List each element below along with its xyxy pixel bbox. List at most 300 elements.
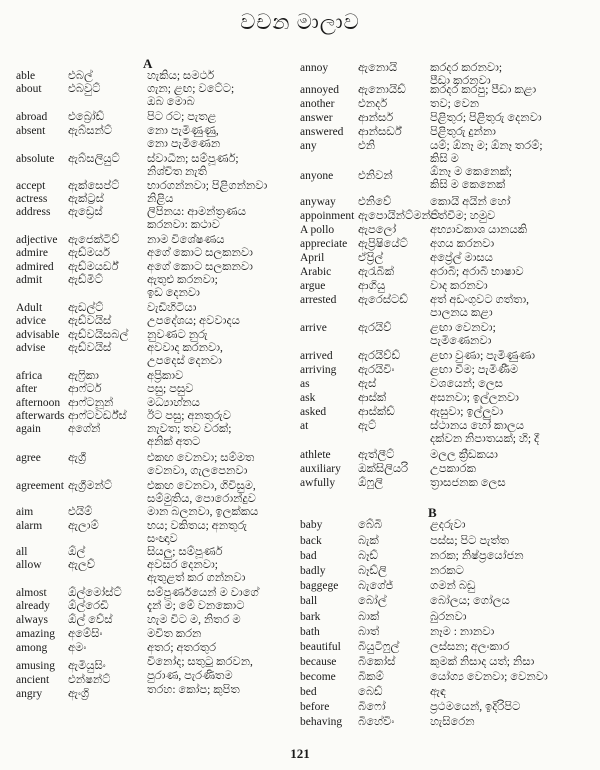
sinhala-meaning (147, 397, 200, 410)
english-word: about (16, 83, 42, 95)
sinhala-meaning (147, 180, 267, 193)
english-word: arrived (300, 350, 333, 362)
sinhala-meaning (430, 98, 479, 111)
sinhala-pronunciation: ආන්සර්ඩ් (358, 126, 402, 138)
meaning-line: නෑම : නානවා (430, 626, 495, 638)
sinhala-pronunciation: ඇනොයි (358, 62, 398, 74)
english-word: agree (16, 452, 41, 464)
sinhala-meaning (147, 247, 253, 260)
english-word: become (300, 671, 336, 683)
sinhala-pronunciation: ආෆ්ටනූන් (68, 397, 114, 409)
sinhala-meaning (430, 656, 534, 669)
english-word: ball (300, 595, 318, 607)
meaning-line: පිළිතුර; පිළිතුරු දෙනවා (430, 112, 542, 124)
meaning-line: නරකට (430, 565, 464, 577)
sinhala-meaning (430, 565, 464, 578)
meaning-line: පසු; පසුව (147, 383, 194, 395)
english-word: athlete (300, 449, 331, 461)
sinhala-meaning (147, 193, 173, 206)
sinhala-pronunciation: එනි (358, 140, 376, 152)
page-title: වචන මාලාව (240, 10, 360, 34)
english-word: ancient (16, 674, 50, 686)
english-word: advice (16, 315, 47, 327)
meaning-line: මලල ක්‍රීඩකයා (430, 449, 498, 461)
english-word: annoyed (300, 84, 339, 96)
sinhala-pronunciation: බාත් (358, 626, 380, 638)
english-word: bad (300, 550, 317, 562)
sinhala-meaning (430, 392, 519, 405)
english-word: abroad (16, 111, 48, 123)
meaning-line: ඇසුවා; ඉල්ලුවා (430, 406, 504, 418)
sinhala-meaning (430, 550, 524, 563)
english-word: A pollo (300, 224, 335, 236)
meaning-line: කරනවා: කථාව (147, 218, 220, 231)
meaning-line: භය; වකිතය; අනතුරු (147, 520, 248, 532)
sinhala-pronunciation: ඇග්‍රීමන්ට් (68, 480, 113, 492)
sinhala-meaning (147, 342, 223, 367)
meaning-line: අවසර දෙනවා; (147, 559, 218, 571)
sinhala-pronunciation: ඇරෙස්ටඩ් (358, 294, 408, 306)
english-word: behaving (300, 716, 343, 728)
sinhala-meaning (147, 559, 245, 584)
english-word: argue (300, 280, 326, 292)
english-word: baggege (300, 580, 339, 592)
sinhala-pronunciation: බෑඩ්ලි (358, 565, 387, 577)
sinhala-meaning (147, 452, 254, 477)
sinhala-meaning (147, 329, 208, 342)
english-word: allow (16, 559, 42, 571)
sinhala-meaning (430, 252, 493, 265)
sinhala-meaning (147, 614, 241, 627)
sinhala-meaning (430, 716, 475, 729)
sinhala-meaning (147, 628, 201, 641)
english-word: at (300, 420, 309, 432)
sinhala-meaning (147, 642, 216, 655)
sinhala-pronunciation: ඇඩ්වයිස් (68, 315, 112, 327)
meaning-line: නො පැමිණෙන (147, 137, 221, 150)
sinhala-pronunciation: ඇග්‍රී (68, 452, 87, 464)
meaning-line: පුරාණ, පැරණිතම (147, 670, 233, 682)
sinhala-meaning (430, 196, 510, 209)
meaning-line: ඊට පසු; අනතුරුව (147, 410, 231, 422)
meaning-line: පිට රට; පැතළ (147, 111, 217, 123)
sinhala-meaning (430, 611, 467, 624)
meaning-line: ස්ථානය හෝ කාලය (430, 420, 525, 432)
sinhala-pronunciation: ඇඩ්‍රෙස් (68, 206, 103, 218)
english-word: as (300, 378, 310, 390)
sinhala-pronunciation: බිහේවිං (358, 716, 395, 728)
english-word: all (16, 546, 28, 558)
english-word: answer (300, 112, 333, 124)
sinhala-meaning (147, 70, 214, 83)
english-word: able (16, 70, 36, 82)
english-word: already (16, 600, 50, 612)
english-word: amazing (16, 628, 55, 640)
english-word: bed (300, 686, 317, 698)
sinhala-pronunciation: බේබි (358, 519, 383, 531)
sinhala-pronunciation: එනිවේ (358, 196, 392, 208)
english-word: absent (16, 125, 46, 137)
sinhala-meaning (430, 463, 476, 476)
sinhala-pronunciation: එනිවන් (358, 170, 393, 182)
english-word: bark (300, 611, 321, 623)
meaning-line: බෝලය; ගෝලය (430, 595, 510, 607)
meaning-line: පස්ස; පිට පැත්ත (430, 535, 509, 547)
sinhala-pronunciation: එන්ෂන්ට් (68, 674, 111, 686)
sinhala-pronunciation: බැක් (358, 535, 379, 547)
english-word: appoinment (300, 210, 355, 222)
sinhala-pronunciation: ඇප්‍රිෂියේට් (358, 238, 408, 250)
sinhala-pronunciation: බාක් (358, 611, 380, 623)
meaning-line: පාලනය කළා (430, 306, 493, 319)
sinhala-pronunciation: එබල් (68, 70, 93, 82)
sinhala-meaning (430, 210, 495, 223)
sinhala-pronunciation: ඇලව් (68, 559, 96, 571)
sinhala-meaning (430, 224, 527, 237)
sinhala-pronunciation: ඇජෙක්ටිව් (68, 234, 120, 246)
meaning-line: අගේ කොට සලකනවා (147, 261, 253, 273)
sinhala-pronunciation: ඒප්‍රිල් (358, 252, 384, 264)
meaning-line: කිසි ම කෙනෙක් (430, 178, 506, 191)
meaning-line: ඇතුළත් කර ගන්නවා (147, 571, 246, 584)
meaning-line: වැඩිහිටියා (147, 302, 197, 314)
sinhala-pronunciation: ඇරයිව් (358, 322, 392, 334)
sinhala-pronunciation: බිකෝස් (358, 656, 396, 668)
sinhala-pronunciation: ඕල්මෝස්ට් (68, 587, 122, 599)
meaning-line: කරදර කරපු; පීඩා කළා (430, 84, 537, 96)
meaning-line: ළඟා වුණා; පැමිණුණා (430, 350, 536, 362)
sinhala-meaning (147, 125, 220, 150)
meaning-line: ඕනෑ ම කෙනෙක්; (430, 166, 512, 178)
sinhala-meaning (147, 670, 233, 683)
meaning-line: අප්‍රේල් මාසය (430, 252, 493, 264)
english-word: annoy (300, 62, 329, 74)
sinhala-pronunciation: ඇඩල්ට් (68, 302, 104, 314)
meaning-line: වශයෙන්; ලෙස (430, 378, 503, 390)
meaning-line: නිශ්චිත නැති (147, 165, 207, 178)
sinhala-meaning (430, 535, 509, 548)
sinhala-meaning (147, 383, 193, 396)
meaning-line: බුරනවා (430, 611, 467, 623)
meaning-line: ලිපිනය: ආමන්ත්‍රණය (147, 206, 246, 218)
sinhala-meaning (147, 684, 240, 697)
meaning-line: නුවණට නුරු (147, 329, 208, 341)
english-word: alarm (16, 520, 43, 532)
meaning-line: අවවාද කරනවා, (147, 342, 223, 354)
meaning-line: එකඟ වෙනවා; සම්මත (147, 452, 255, 464)
sinhala-pronunciation: බෙඩ් (358, 686, 383, 698)
sinhala-pronunciation: ඇරයිව්ඩ් (358, 350, 400, 362)
sinhala-meaning (430, 140, 543, 165)
meaning-line: උපදේශය; අවවාදය (147, 315, 240, 327)
english-word: April (300, 252, 325, 264)
sinhala-pronunciation: ආෆ්ටර් (68, 383, 102, 395)
english-word: another (300, 98, 335, 110)
sinhala-meaning (147, 315, 240, 328)
sinhala-pronunciation: ඇපොයින්ට්මන්ට් (358, 210, 440, 222)
sinhala-meaning (147, 234, 225, 247)
sinhala-meaning (147, 302, 196, 315)
sinhala-meaning (147, 600, 244, 613)
sinhala-meaning (430, 671, 548, 684)
meaning-line: ළදරුවා (430, 519, 466, 531)
sinhala-pronunciation: ඇස් (358, 378, 377, 390)
sinhala-meaning (430, 322, 496, 347)
sinhala-pronunciation: ඇබ්සලියුට් (68, 153, 120, 165)
english-word: agreement (16, 480, 64, 492)
english-word: admire (16, 247, 48, 259)
english-word: always (16, 614, 48, 626)
sinhala-meaning (430, 266, 524, 279)
meaning-line: ඔබ මොබ (147, 95, 195, 108)
sinhala-pronunciation: ඇනොයිඩ් (358, 84, 406, 96)
meaning-line: කුමක් නිසාද යත්; නිසා (430, 656, 535, 668)
sinhala-pronunciation: බෑඩ් (358, 550, 378, 562)
meaning-line: නැවත; තව වරක්; (147, 423, 232, 435)
english-word: any (300, 140, 317, 152)
sinhala-pronunciation: ඕල් (68, 546, 86, 558)
sinhala-pronunciation: ඇංග්‍රි (68, 688, 90, 700)
meaning-line: අනික් අතට (147, 435, 201, 448)
english-word: actress (16, 193, 48, 205)
sinhala-pronunciation: ඇමියුසිං (68, 660, 106, 672)
english-word: Arabic (300, 266, 332, 278)
sinhala-meaning (430, 126, 496, 139)
sinhala-meaning (147, 274, 218, 299)
meaning-line: ළඟා වීම; පැමිණීම (430, 364, 519, 376)
sinhala-pronunciation: ඇෆ්‍රිකා (68, 370, 99, 382)
sinhala-pronunciation: බෝල් (358, 595, 387, 607)
meaning-line: ගැන; ළඟ; වටේට; (147, 83, 235, 95)
sinhala-meaning (147, 83, 234, 108)
sinhala-meaning (430, 364, 518, 377)
english-word: Adult (16, 302, 43, 314)
meaning-line: ළඟා වෙනවා; (430, 322, 496, 334)
english-word: answered (300, 126, 344, 138)
sinhala-meaning (430, 595, 510, 608)
meaning-line: කිසි ම (430, 152, 459, 165)
meaning-line: අසනවා; ඉල්ලනවා (430, 392, 519, 404)
sinhala-pronunciation: එබ්‍රෝඩ් (68, 111, 105, 123)
sinhala-pronunciation: ඇරැබික් (358, 266, 395, 278)
sinhala-meaning (147, 520, 247, 545)
sinhala-pronunciation: ආස්ක් (358, 392, 387, 404)
english-word: admired (16, 261, 54, 273)
english-word: absolute (16, 153, 55, 165)
english-word: advisable (16, 329, 60, 341)
sinhala-meaning (430, 580, 475, 593)
sinhala-pronunciation: ඇපලෝ (358, 224, 397, 236)
meaning-line: උපකාරක (430, 463, 476, 475)
sinhala-pronunciation: ඕල් වේස් (68, 614, 113, 626)
meaning-line: හැකිය; සමර්ථ (147, 70, 215, 82)
meaning-line: මාන බලනවා, ඉලක්කය (147, 506, 259, 518)
english-word: bath (300, 626, 320, 638)
sinhala-meaning (430, 406, 503, 419)
sinhala-pronunciation: ඇඩ්මයර් (68, 247, 110, 259)
english-word: badly (300, 565, 326, 577)
english-word: appreciate (300, 238, 348, 250)
meaning-line: දැන් ම; මේ වනකොට (147, 600, 245, 612)
meaning-line: භාරගන්නවා; පිළිගන්නවා (147, 180, 268, 192)
meaning-line: යෝග්‍ය වෙනවා; වෙනවා (430, 671, 548, 683)
meaning-line: අරාබි; අරාබි භාෂාව (430, 266, 524, 278)
english-word: address (16, 206, 51, 218)
meaning-line: අගේ කොට සලකනවා (147, 247, 253, 259)
english-word: arrive (300, 322, 327, 334)
english-word: angry (16, 688, 43, 700)
meaning-line: කරදර කරනවා; (430, 62, 503, 74)
meaning-line: හැසිරෙන (430, 716, 475, 728)
sinhala-meaning (430, 686, 446, 699)
english-word: because (300, 656, 337, 668)
english-word: auxiliary (300, 463, 341, 475)
sinhala-meaning (147, 206, 246, 231)
sinhala-meaning (147, 410, 231, 423)
meaning-line: ඉඩ දෙනවා (147, 286, 200, 299)
sinhala-meaning (147, 587, 259, 600)
meaning-line: මධ්‍යාහ්නය (147, 397, 200, 409)
sinhala-meaning (430, 112, 542, 125)
sinhala-pronunciation: ඇට් (358, 420, 377, 432)
meaning-line: ඇඳ (430, 686, 446, 698)
page-number: 121 (290, 746, 310, 761)
sinhala-pronunciation: ආගියු (358, 280, 386, 292)
meaning-line: ස්වාධීන; සම්පූර්ණ; (147, 153, 239, 165)
english-word: aim (16, 506, 34, 518)
meaning-line: හැම විට ම, නිතර ම (147, 614, 241, 626)
sinhala-pronunciation: ඕෆුලි (358, 477, 384, 489)
meaning-line: ප්‍රථමයෙන්, ඉදිරිපිට (430, 701, 521, 713)
sinhala-pronunciation: ඕල්රෙඩි (68, 600, 109, 612)
english-word: before (300, 701, 330, 713)
sinhala-meaning (430, 641, 510, 654)
meaning-line: යම්; ඕනෑ ම; ඕනෑ තරම්; (430, 140, 543, 152)
meaning-line: අප්‍රිකාව (147, 370, 184, 382)
meaning-line: වාද කරනවා (430, 280, 488, 292)
meaning-line: සම්පූර්ණයෙන් ම වාගේ (147, 587, 259, 599)
sinhala-pronunciation: ආන්සර් (358, 112, 394, 124)
english-word: anyway (300, 196, 336, 208)
sinhala-meaning (430, 84, 536, 97)
meaning-line: එකඟ වෙනවා, ගිවිසුම, (147, 480, 256, 492)
meaning-line: සම්මුතිය, පොරොන්දුව (147, 492, 256, 505)
meaning-line: ගමන් බඩු (430, 580, 476, 592)
sinhala-pronunciation: ඇඩ්වයිස් (68, 342, 112, 354)
sinhala-meaning (430, 519, 466, 532)
english-word: almost (16, 587, 47, 599)
english-word: beautiful (300, 641, 341, 653)
english-word: admit (16, 274, 43, 286)
sinhala-pronunciation: ඇලාම් (68, 520, 99, 532)
sinhala-pronunciation: ඔක්සිලියරි (358, 463, 409, 475)
meaning-line: වෙනවා, ගැලපෙනවා (147, 464, 248, 477)
sinhala-meaning (430, 350, 535, 363)
english-word: after (16, 383, 38, 395)
english-word: afternoon (16, 397, 61, 409)
sinhala-pronunciation: එනදර් (358, 98, 388, 110)
sinhala-meaning (147, 370, 183, 383)
english-word: afterwards (16, 410, 65, 422)
english-word: ask (300, 392, 316, 404)
english-word: amusing (16, 660, 55, 672)
meaning-line: නාම විශේෂණය (147, 234, 225, 246)
section-letter-a: A (143, 56, 153, 71)
english-word: accept (16, 180, 46, 192)
sinhala-pronunciation: ඇඩ්වයිසබල් (68, 329, 129, 341)
sinhala-meaning (430, 166, 512, 191)
english-word: adjective (16, 234, 58, 246)
meaning-line: ත්‍රාසජනක ලෙස (430, 477, 506, 489)
sinhala-pronunciation: බියුටිෆුල් (358, 641, 400, 653)
meaning-line: උපදෙස් දෙනවා (147, 354, 222, 367)
english-word: back (300, 535, 322, 547)
english-word: arrested (300, 294, 337, 306)
sinhala-meaning (147, 153, 239, 178)
sinhala-pronunciation: ඇරයිවිං (358, 364, 395, 376)
english-word: africa (16, 370, 43, 382)
sinhala-pronunciation: ඇක්ට්‍රස් (68, 193, 104, 205)
sinhala-meaning (147, 111, 216, 124)
sinhala-pronunciation: ආෆ්ටවර්ඩ්ස් (68, 410, 127, 422)
meaning-line: අත් අඩංගුවට ගත්තා, (430, 294, 530, 306)
sinhala-pronunciation: ඇඩ්මයර්ඩ් (68, 261, 119, 273)
sinhala-meaning (430, 477, 506, 490)
sinhala-meaning (430, 420, 539, 445)
meaning-line: කොයි අයින් හෝ (430, 196, 511, 208)
sinhala-meaning (147, 546, 223, 559)
sinhala-meaning (430, 378, 503, 391)
meaning-line: සංඥාව (147, 532, 178, 545)
meaning-line: පීඩා කරනවා (430, 74, 491, 87)
meaning-line: අතර; අතරතුර (147, 642, 217, 654)
english-word: again (16, 423, 41, 435)
sinhala-meaning (147, 480, 256, 505)
meaning-line: විනෝද; සතුටු කරවන, (147, 656, 253, 668)
sinhala-pronunciation: ආස්ක්ඩ් (358, 406, 395, 418)
meaning-line: පැමිණෙනවා (430, 334, 492, 347)
english-word: asked (300, 406, 327, 418)
meaning-line: මවිත කරන (147, 628, 202, 640)
meaning-line: නො පැමිණුණු, (147, 125, 219, 137)
sinhala-pronunciation: අමං (68, 642, 87, 654)
meaning-line: නරක; නිෂ්ප්‍රයෝජන (430, 550, 524, 562)
sinhala-pronunciation: බිකම් (358, 671, 384, 683)
english-word: arriving (300, 364, 337, 376)
meaning-line: ඇතුළු කරනවා; (147, 274, 218, 286)
meaning-line: අභ්‍යාවකාශ යානයකි (430, 224, 528, 236)
sinhala-meaning (147, 423, 231, 448)
sinhala-pronunciation: ඇබ්සන්ට් (68, 125, 113, 137)
sinhala-meaning (430, 701, 520, 714)
sinhala-pronunciation: එයිම් (68, 506, 93, 518)
sinhala-pronunciation: බිෆෝ (358, 701, 386, 713)
sinhala-meaning (147, 261, 253, 274)
sinhala-pronunciation: ඇඩ්මිට් (68, 274, 104, 286)
sinhala-meaning (430, 280, 488, 293)
sinhala-pronunciation: එබවුට් (68, 83, 101, 95)
sinhala-meaning (147, 506, 258, 519)
english-word: awfully (300, 477, 336, 489)
meaning-line: පත්වීම; හමුව (430, 210, 496, 222)
meaning-line: තව; වෙන (430, 98, 480, 110)
meaning-line: ලස්සන; අලංකාර (430, 641, 510, 653)
sinhala-meaning (147, 656, 253, 669)
meaning-line: අගය කරනවා (430, 238, 495, 250)
sinhala-pronunciation: ඇත්ලීට් (358, 449, 395, 461)
sinhala-pronunciation: ඇක්සෙප්ට් (68, 180, 120, 192)
english-word: anyone (300, 170, 334, 182)
